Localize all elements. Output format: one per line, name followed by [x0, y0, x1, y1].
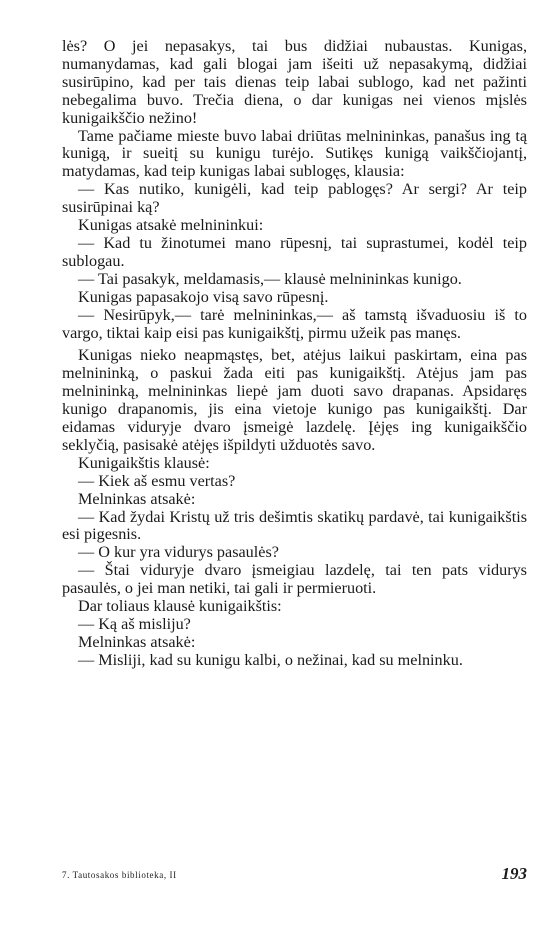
- page-footer: [62, 864, 527, 886]
- paragraph: Dar toliaus klausė kunigaikštis:: [78, 597, 282, 616]
- paragraph: Kunigas papasakojo visą savo rūpesnį.: [78, 287, 329, 306]
- paragraph: — Štai viduryje dvaro įsmeigiau lazdelę, tai ten pats vidurys pasaulės, o jei man netiki, tai gali ir permieruoti.: [62, 561, 527, 598]
- paragraph: lės? O jei nepasakys, tai bus didžiai nubaustas. Kunigas, numanydamas, kad gali blogai jam išeiti už nepasakymą, didžiai susirūpino, kad per tais dienas teip labai sublogo, kad net pažinti nebegalima buvo. Trečia diena, o dar kunigas nei vienos mįslės kunigaikščio nežino!: [62, 37, 527, 127]
- paragraph: — Ką aš misliju?: [78, 615, 191, 633]
- paragraph: Melninkas atsakė:: [78, 489, 196, 508]
- paragraph: Kunigaikštis klausė:: [78, 453, 210, 472]
- paragraph: — Kiek aš esmu vertas?: [78, 471, 236, 490]
- paragraph: Kunigas nieko neapmąstęs, bet, atėjus laikui paskirtam, eina pas melnininką, o paskui žada eiti pas kunigaikštį. Atėjus jam pas melnininką, melnininkas liepė jam duoti savo drapanas. Apsidaręs kunigo drapanomis, jis eina vietoje kunigo pas kunigaikštį. Dar eidamas viduryje dvaro įsmeigė lazdelę. Įėjęs ing kunigaikščio seklyčią, pasisakė atėjęs išpildyti užduotės savo.: [62, 346, 527, 454]
- paragraph: — O kur yra vidurys pasaulės?: [78, 543, 279, 562]
- paragraph: — Kad tu žinotumei mano rūpesnį, tai suprastumei, kodėl teip sublogau.: [62, 233, 527, 270]
- page-number: 193: [501, 864, 527, 883]
- paragraph: Kunigas atsakė melnininkui:: [78, 216, 264, 235]
- paragraph: — Misliji, kad su kunigu kalbi, o nežinai, kad su melninku.: [78, 650, 463, 669]
- paragraph: — Kad žydai Kristų už tris dešimtis skatikų pardavė, tai kunigaikštis esi pigesnis.: [62, 507, 527, 544]
- book-page: [62, 38, 527, 888]
- paragraph: Melninkas atsakė:: [78, 632, 196, 651]
- paragraph: — Tai pasakyk, meldamasis,— klausė melnininkas kunigo.: [78, 269, 462, 288]
- body-text: [62, 38, 527, 670]
- signature-mark: 7. Tautosakos biblioteka, II: [62, 870, 177, 880]
- paragraph: Tame pačiame mieste buvo labai driūtas melnininkas, panašus ing tą kunigą, ir sueitį su kunigu turėjo. Sutikęs kunigą vaikščiojantį, matydamas, kad teip kunigas labai sublogęs, klausia:: [62, 126, 527, 181]
- paragraph: — Nesirūpyk,— tarė melnininkas,— aš tamstą išvaduosiu iš to vargo, tiktai kaip eisi pas kunigaikštį, pirmu užeik pas manęs.: [62, 305, 527, 342]
- paragraph: — Kas nutiko, kunigėli, kad teip pablogęs? Ar sergi? Ar teip susirūpinai ką?: [62, 180, 527, 217]
